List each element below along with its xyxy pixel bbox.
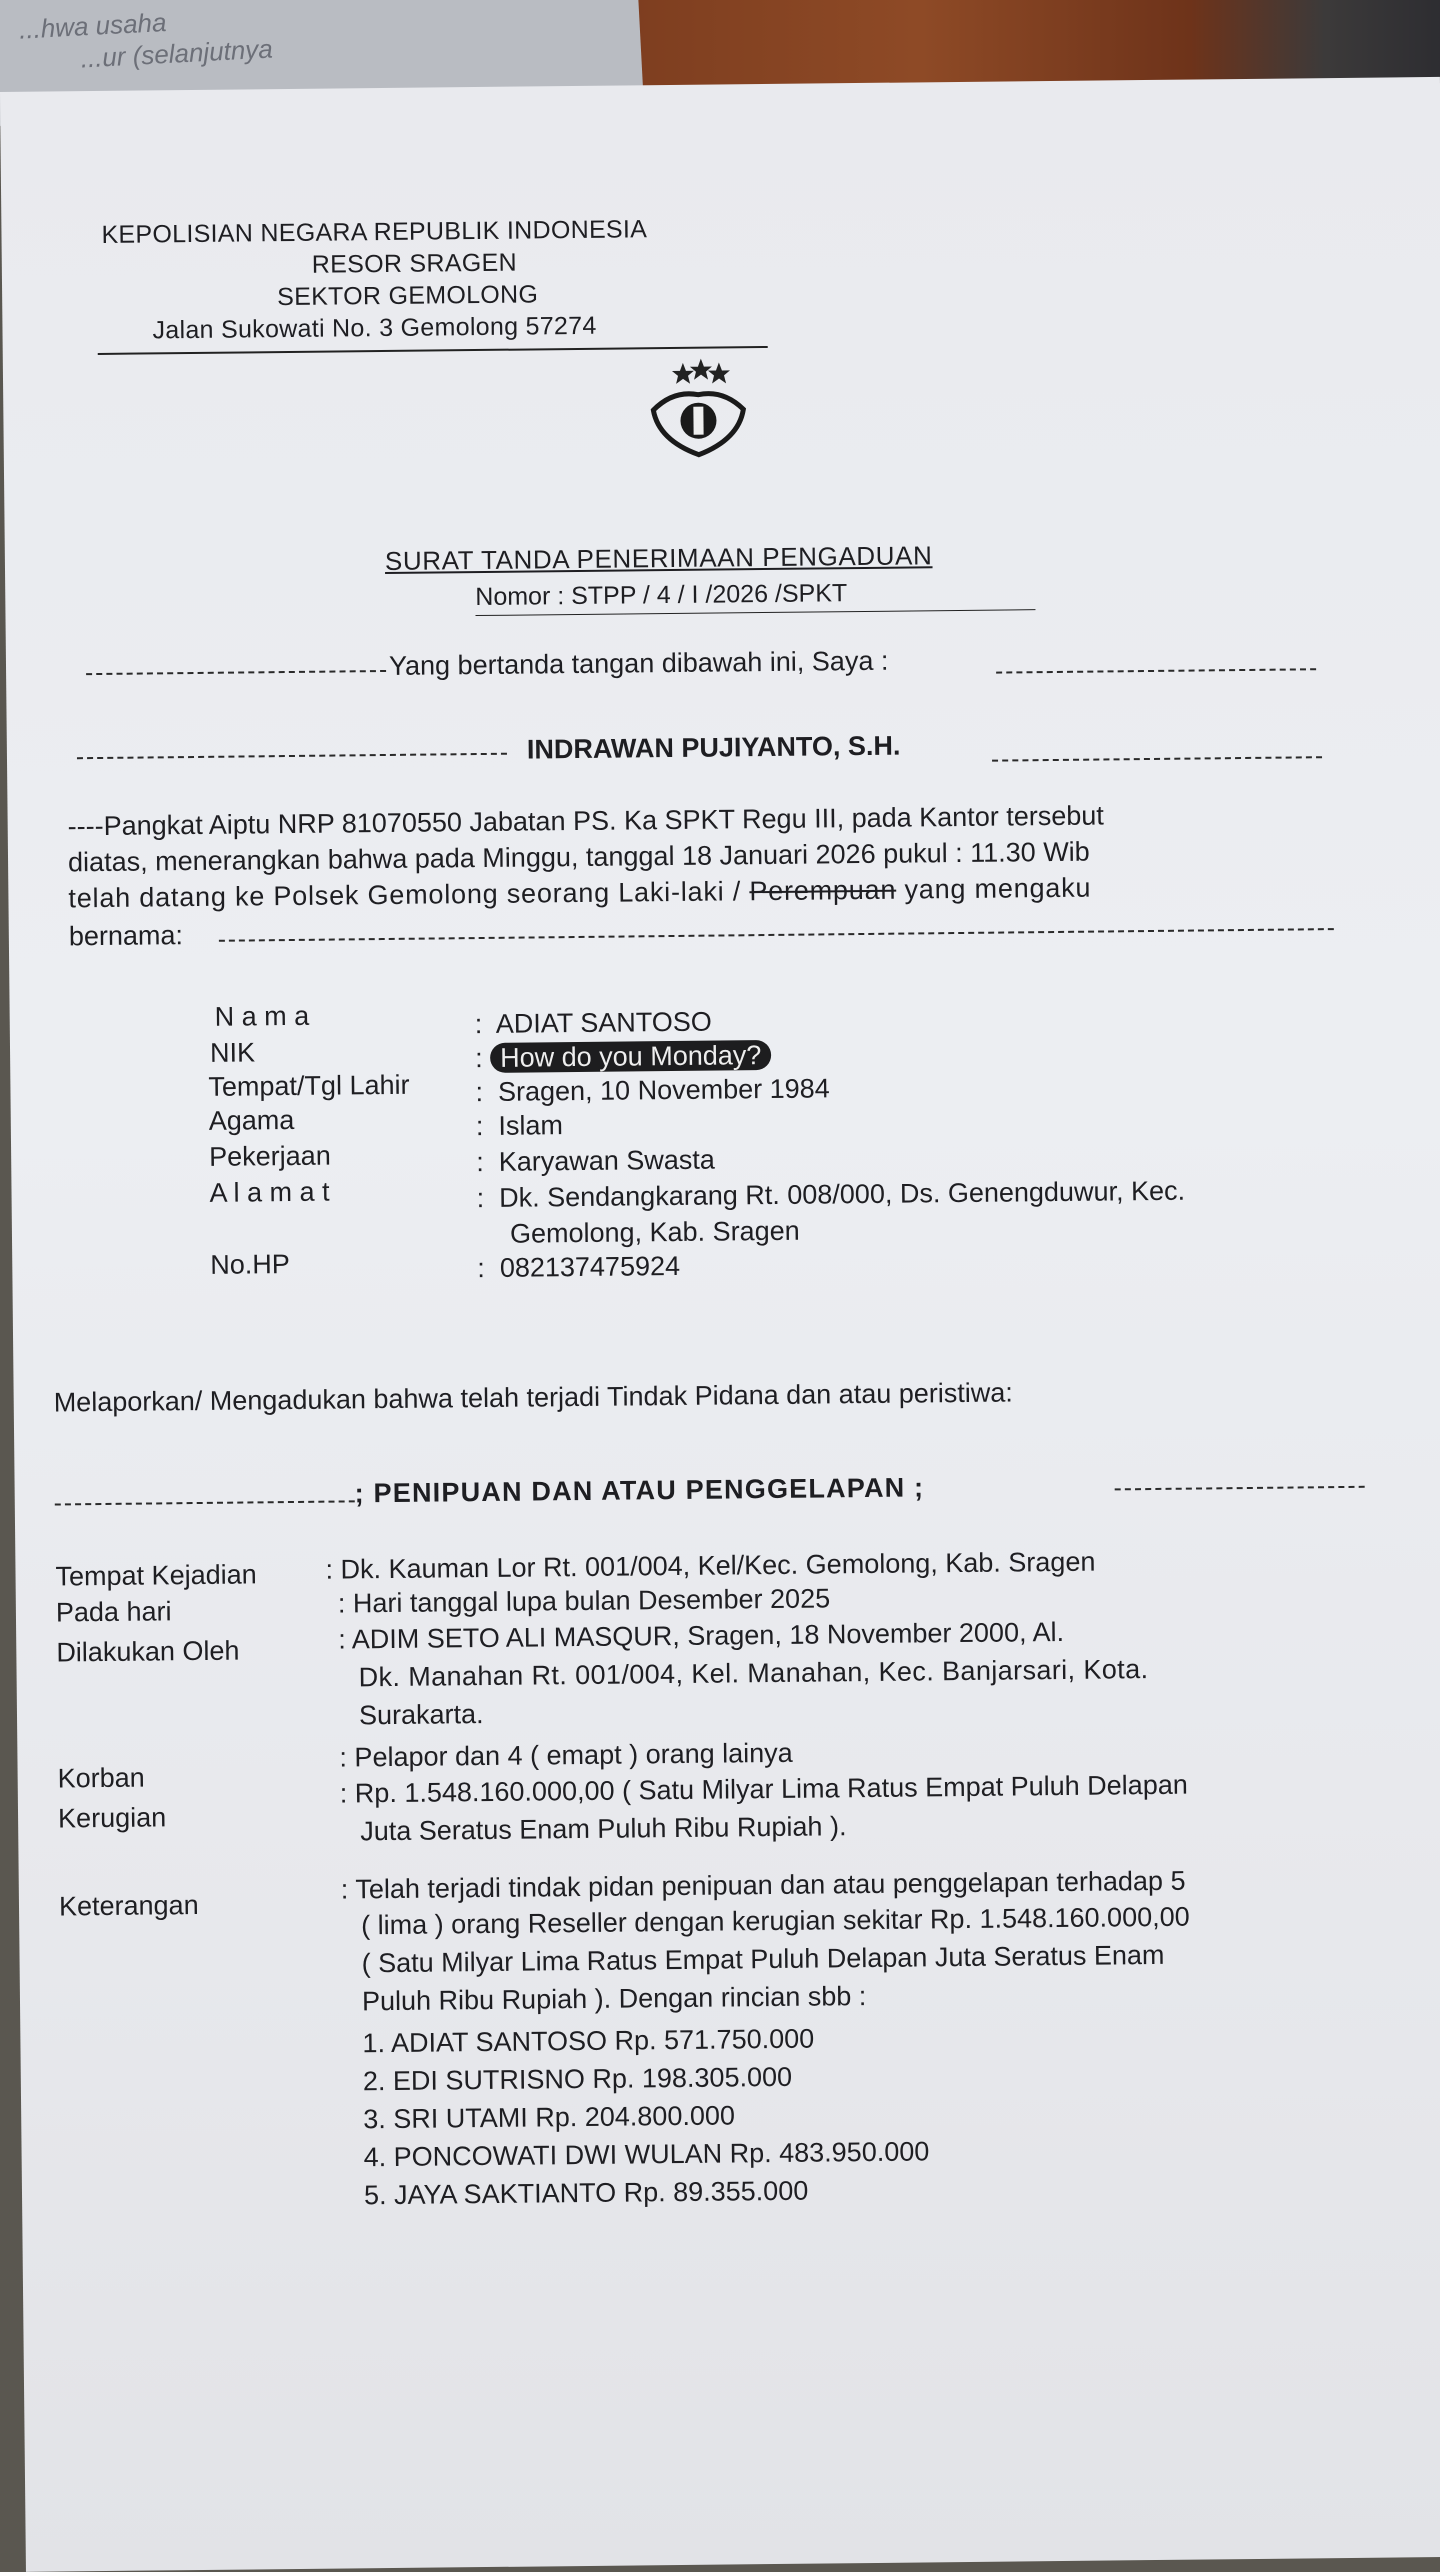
occupation-value: : Karyawan Swasta bbox=[476, 1144, 716, 1178]
address-label: A l a m a t bbox=[209, 1176, 330, 1208]
phone-label: No.HP bbox=[210, 1249, 290, 1280]
dash-line bbox=[1115, 1486, 1365, 1491]
dash-line bbox=[86, 670, 386, 675]
background-paper-text: ...ur (selanjutnya bbox=[79, 33, 274, 74]
dash-line bbox=[992, 756, 1322, 761]
occupation-label: Pekerjaan bbox=[209, 1140, 331, 1172]
day-label: Pada hari bbox=[55, 1596, 172, 1628]
notes-label: Keterangan bbox=[58, 1890, 199, 1922]
paragraph-line: ----Pangkat Aiptu NRP 81070550 Jabatan PS. Ka SPKT Regu III, pada Kantor tersebut bbox=[67, 800, 1104, 842]
perpetrator-value-3: Surakarta. bbox=[358, 1699, 484, 1731]
header-underline bbox=[98, 346, 768, 355]
dash-line bbox=[996, 668, 1316, 673]
perpetrator-label: Dilakukan Oleh bbox=[56, 1635, 240, 1668]
address-value-2: Gemolong, Kab. Sragen bbox=[509, 1215, 800, 1249]
header-sector: SEKTOR GEMOLONG bbox=[277, 280, 539, 312]
loss-value: : Rp. 1.548.160.000,00 ( Satu Milyar Lima Ratus Empat Puluh Delapan bbox=[339, 1769, 1188, 1809]
officer-name: INDRAWAN PUJIYANTO, S.H. bbox=[526, 730, 901, 765]
notes-value-3: ( Satu Milyar Lima Ratus Empat Puluh Delapan Juta Seratus Enam bbox=[361, 1939, 1165, 1979]
nik-label: NIK bbox=[209, 1037, 256, 1068]
birth-label: Tempat/Tgl Lahir bbox=[208, 1069, 410, 1102]
victim-value: : Pelapor dan 4 ( emapt ) orang lainya bbox=[339, 1737, 793, 1773]
religion-value: : Islam bbox=[475, 1110, 564, 1142]
loss-value-2: Juta Seratus Enam Puluh Ribu Rupiah ). bbox=[360, 1811, 847, 1847]
paragraph-line: bernama: bbox=[68, 920, 184, 952]
loss-list-item: 2. EDI SUTRISNO Rp. 198.305.000 bbox=[362, 2061, 793, 2097]
religion-label: Agama bbox=[208, 1104, 295, 1136]
report-intro: Melaporkan/ Mengadukan bahwa telah terjadi Tindak Pidana dan atau peristiwa: bbox=[53, 1377, 1013, 1418]
notes-value: : Telah terjadi tindak pidan penipuan dan atau penggelapan terhadap 5 bbox=[340, 1865, 1186, 1905]
notes-value-4: Puluh Ribu Rupiah ). Dengan rincian sbb : bbox=[361, 1981, 867, 2017]
loss-list-item: 3. SRI UTAMI Rp. 204.800.000 bbox=[363, 2100, 736, 2135]
dash-line bbox=[55, 1500, 355, 1505]
header-institution: KEPOLISIAN NEGARA REPUBLIK INDONESIA bbox=[101, 215, 648, 249]
name-label: N a m a bbox=[214, 1000, 310, 1032]
location-value: : Dk. Kauman Lor Rt. 001/004, Kel/Kec. Gemolong, Kab. Sragen bbox=[325, 1546, 1096, 1585]
loss-list-item: 5. JAYA SAKTIANTO Rp. 89.355.000 bbox=[363, 2175, 809, 2211]
location-label: Tempat Kejadian bbox=[55, 1559, 257, 1592]
day-value: : Hari tanggal lupa bulan Desember 2025 bbox=[337, 1583, 831, 1619]
paragraph-line: diatas, menerangkan bahwa pada Minggu, tanggal 18 Januari 2026 pukul : 11.30 Wib bbox=[67, 836, 1090, 878]
intro-text: Yang bertanda tangan dibawah ini, Saya : bbox=[388, 645, 889, 681]
document-number: Nomor : STPP / 4 / I /2026 /SPKT bbox=[475, 579, 848, 612]
paragraph-line: telah datang ke Polsek Gemolong seorang Laki-laki / Perempuan yang mengaku bbox=[68, 872, 1092, 914]
document-sheet bbox=[0, 77, 1440, 2572]
dash-line bbox=[219, 928, 1334, 942]
dash-line bbox=[77, 753, 507, 760]
address-value: : Dk. Sendangkarang Rt. 008/000, Ds. Genengduwur, Kec. bbox=[476, 1175, 1186, 1214]
perpetrator-value-2: Dk. Manahan Rt. 001/004, Kel. Manahan, Kec. Banjarsari, Kota. bbox=[358, 1654, 1149, 1693]
birth-value: : Sragen, 10 November 1984 bbox=[475, 1073, 830, 1108]
document-title: SURAT TANDA PENERIMAAN PENGADUAN bbox=[384, 540, 933, 576]
police-emblem-icon bbox=[643, 354, 754, 465]
header-resort: RESOR SRAGEN bbox=[311, 248, 517, 279]
perpetrator-value: : ADIM SETO ALI MASQUR, Sragen, 18 November 2000, Al. bbox=[338, 1616, 1065, 1655]
nik-value: : How do you Monday? bbox=[475, 1040, 771, 1074]
phone-value: : 082137475924 bbox=[477, 1250, 681, 1284]
loss-list-item: 1. ADIAT SANTOSO Rp. 571.750.000 bbox=[362, 2023, 815, 2059]
victim-label: Korban bbox=[57, 1762, 145, 1794]
name-value: : ADIAT SANTOSO bbox=[474, 1006, 713, 1040]
header-address: Jalan Sukowati No. 3 Gemolong 57274 bbox=[152, 311, 597, 345]
loss-list-item: 4. PONCOWATI DWI WULAN Rp. 483.950.000 bbox=[363, 2136, 930, 2173]
notes-value-2: ( lima ) orang Reseller dengan kerugian sekitar Rp. 1.548.160.000,00 bbox=[361, 1901, 1190, 1941]
loss-label: Kerugian bbox=[57, 1802, 167, 1834]
background-paper-text: ...hwa usaha bbox=[18, 6, 168, 45]
crime-type: ; PENIPUAN DAN ATAU PENGGELAPAN ; bbox=[354, 1472, 925, 1509]
